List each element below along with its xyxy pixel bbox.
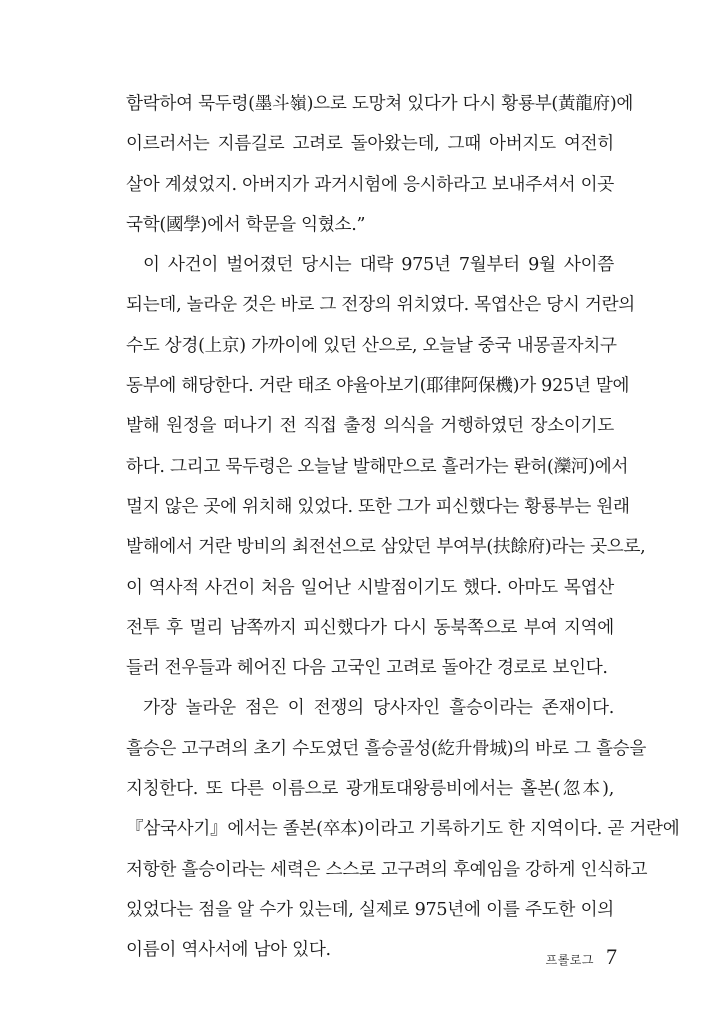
text-line: 가장 놀라운 점은 이 전쟁의 당사자인 흘승이라는 존재이다. [143, 698, 614, 719]
text-line: 하다. 그리고 묵두령은 오늘날 발해만으로 흘러가는 롼허(灤河)에서 [126, 456, 629, 477]
text-line: 수도 상경(上京) 가까이에 있던 산으로, 오늘날 중국 내몽골자치구 [126, 335, 617, 356]
text-line: 있었다는 점을 알 수가 있는데, 실제로 975년에 이를 주도한 이의 [126, 899, 614, 920]
text-line: 『삼국사기』에서는 졸본(卒本)이라고 기록하기도 한 지역이다. 곧 거란에 [126, 819, 680, 840]
text-line: 이름이 역사서에 남아 있다. [126, 940, 331, 961]
text-line: 흘승은 고구려의 초기 수도였던 흘승골성(紇升骨城)의 바로 그 흘승을 [126, 738, 647, 759]
text-line: 저항한 흘승이라는 세력은 스스로 고구려의 후예임을 강하게 인식하고 [126, 859, 648, 880]
text-line: 동부에 해당한다. 거란 태조 야율아보기(耶律阿保機)가 925년 말에 [126, 376, 630, 397]
text-line: 이르러서는 지름길로 고려로 돌아왔는데, 그때 아버지도 여전히 [126, 134, 614, 155]
text-line: 이 사건이 벌어졌던 당시는 대략 975년 7월부터 9월 사이쯤 [143, 255, 614, 276]
text-line: 국학(國學)에서 학문을 익혔소.” [126, 214, 366, 235]
text-line: 살아 계셨었지. 아버지가 과거시험에 응시하라고 보내주셔서 이곳 [126, 174, 614, 195]
text-line: 함락하여 묵두령(墨斗嶺)으로 도망쳐 있다가 다시 황룡부(黃龍府)에 [126, 94, 634, 114]
text-line: 전투 후 멀리 남쪽까지 피신했다가 다시 동북쪽으로 부여 지역에 [126, 617, 614, 638]
body-text [126, 84, 680, 971]
text-line: 발해 원정을 떠나기 전 직접 출정 의식을 거행하였던 장소이기도 [126, 416, 614, 437]
page-footer [546, 944, 617, 974]
text-line: 되는데, 놀라운 것은 바로 그 전장의 위치였다. 목엽산은 당시 거란의 [126, 295, 636, 316]
text-line: 이 역사적 사건이 처음 일어난 시발점이기도 했다. 아마도 목엽산 [126, 577, 614, 598]
text-line: 발해에서 거란 방비의 최전선으로 삼았던 부여부(扶餘府)라는 곳으로, [126, 537, 646, 558]
running-title: 프롤로그 [545, 953, 594, 967]
text-line: 지칭한다. 또 다른 이름으로 광개토대왕릉비에서는 홀본(忽本), [126, 779, 614, 800]
text-line: 들러 전우들과 헤어진 다음 고국인 고려로 돌아간 경로로 보인다. [126, 658, 608, 679]
text-line: 멀지 않은 곳에 위치해 있었다. 또한 그가 피신했다는 황룡부는 원래 [126, 496, 630, 517]
page-number: 7 [606, 944, 617, 969]
